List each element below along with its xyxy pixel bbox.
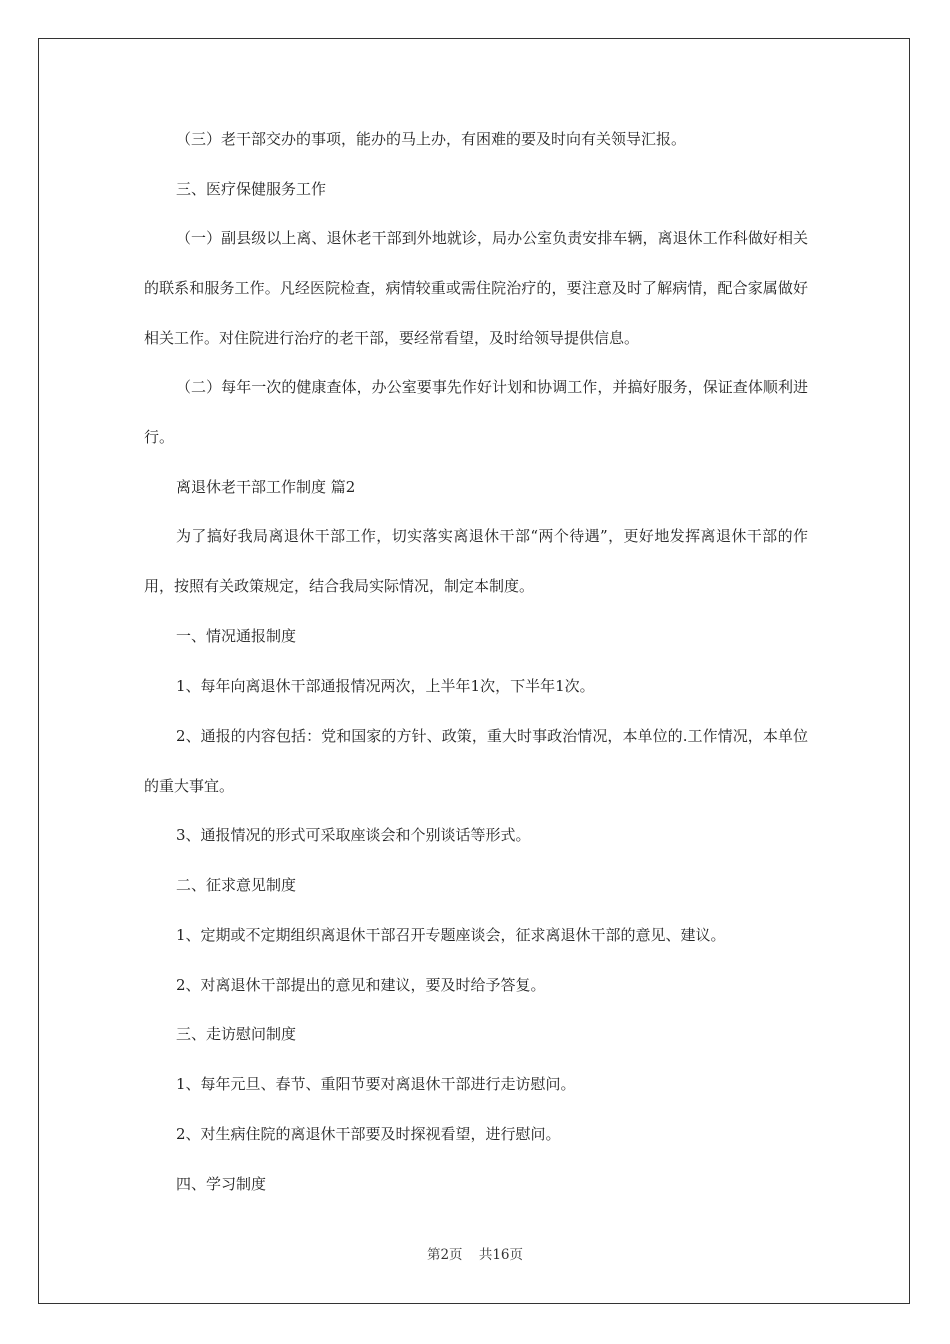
section-heading: 三、走访慰问制度 bbox=[176, 1025, 297, 1043]
paragraph: 2、对离退休干部提出的意见和建议，要及时给予答复。 bbox=[176, 976, 546, 994]
section-heading: 四、学习制度 bbox=[176, 1175, 267, 1193]
paragraph: （一）副县级以上离、退休老干部到外地就诊，局办公室负责安排车辆，离退休工作科做好相关的联系和服务工作。凡经医院检查，病情较重或需住院治疗的，要注意及时了解病情，配合家属做好相关工作。对住院进行治疗的老干部，要经常看望，及时给领导提供信息。 bbox=[144, 229, 808, 347]
paragraph: 为了搞好我局离退休干部工作，切实落实离退休干部“两个待遇”，更好地发挥离退休干部的作用，按照有关政策规定，结合我局实际情况，制定本制度。 bbox=[144, 527, 808, 595]
paragraph: 1、每年元旦、春节、重阳节要对离退休干部进行走访慰问。 bbox=[176, 1075, 576, 1093]
section-heading: 二、征求意见制度 bbox=[176, 876, 297, 894]
paragraph: （三）老干部交办的事项，能办的马上办，有困难的要及时向有关领导汇报。 bbox=[176, 130, 687, 148]
section-heading: 三、医疗保健服务工作 bbox=[176, 180, 327, 198]
paragraph: 1、每年向离退休干部通报情况两次，上半年1次，下半年1次。 bbox=[176, 677, 595, 695]
section-heading: 一、情况通报制度 bbox=[176, 627, 297, 645]
paragraph: 3、通报情况的形式可采取座谈会和个别谈话等形式。 bbox=[176, 826, 531, 844]
paragraph: 2、对生病住院的离退休干部要及时探视看望，进行慰问。 bbox=[176, 1125, 561, 1143]
paragraph: 1、定期或不定期组织离退休干部召开专题座谈会，征求离退休干部的意见、建议。 bbox=[176, 926, 726, 944]
page-number: 第2页 bbox=[426, 1247, 463, 1263]
page-total: 共16页 bbox=[478, 1247, 524, 1263]
article-heading: 离退休老干部工作制度 篇2 bbox=[176, 478, 356, 496]
paragraph: 2、通报的内容包括：党和国家的方针、政策，重大时事政治情况，本单位的.工作情况，本单位的重大事宜。 bbox=[144, 727, 808, 795]
page-footer bbox=[0, 1243, 950, 1263]
paragraph: （二）每年一次的健康查体，办公室要事先作好计划和协调工作，并搞好服务，保证查体顺利进行。 bbox=[144, 378, 808, 446]
